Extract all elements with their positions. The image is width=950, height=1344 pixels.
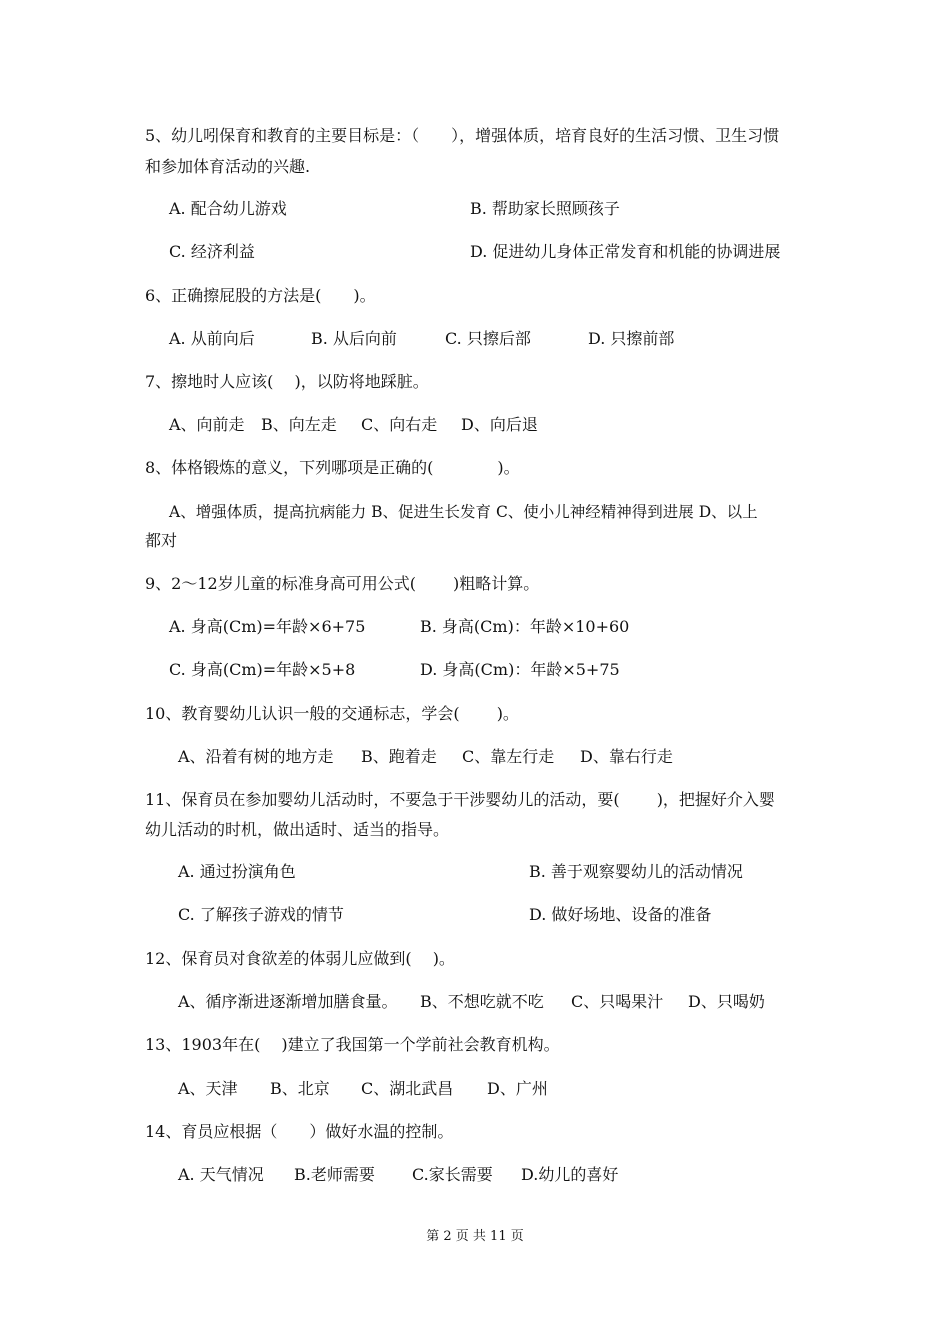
question-11-stem-line-1: 11、保育员在参加婴幼儿活动时，不要急于干涉婴幼儿的活动，要( )，把握好介入婴 xyxy=(145,790,775,809)
question-8-options-line-1: A、增强体质，提高抗病能力 B、促进生长发育 C、使小儿神经精神得到进展 D、以上 xyxy=(169,503,758,521)
question-6-option-a: A. 从前向后 xyxy=(169,329,255,348)
question-7-option-b: B、向左走 xyxy=(261,415,337,434)
question-13-stem: 13、1903年在( )建立了我国第一个学前社会教育机构。 xyxy=(145,1035,560,1054)
question-14-stem: 14、育员应根据（ ）做好水温的控制。 xyxy=(145,1122,454,1141)
question-11-stem-line-2: 幼儿活动的时机，做出适时、适当的指导。 xyxy=(145,820,450,839)
question-6-option-c: C. 只擦后部 xyxy=(445,329,531,348)
question-5-stem-line-1: 5、幼儿吲保育和教育的主要目标是：（ ），增强体质，培育良好的生活习惯、卫生习惯 xyxy=(145,126,780,145)
question-13-option-d: D、广州 xyxy=(487,1079,548,1098)
question-12-option-c: C、只喝果汁 xyxy=(571,992,664,1011)
question-7-option-d: D、向后退 xyxy=(461,415,538,434)
question-8-options-line-2: 都对 xyxy=(145,531,178,550)
question-9-option-a: A. 身高(Cm)=年龄×6+75 xyxy=(169,617,366,636)
question-14-option-d: D.幼儿的喜好 xyxy=(521,1165,619,1184)
question-11-option-b: B. 善于观察婴幼儿的活动情况 xyxy=(529,862,743,881)
question-9-option-d: D. 身高(Cm)：年龄×5+75 xyxy=(420,660,620,679)
question-7-option-c: C、向右走 xyxy=(361,415,438,434)
question-9-option-b: B. 身高(Cm)：年龄×10+60 xyxy=(420,617,630,636)
question-5-option-a: A. 配合幼儿游戏 xyxy=(169,199,287,218)
page-number-footer: 第 2 页 共 11 页 xyxy=(426,1229,524,1244)
question-12-option-d: D、只喝奶 xyxy=(688,992,765,1011)
question-6-stem: 6、正确擦屁股的方法是( )。 xyxy=(145,286,376,305)
question-14-option-a: A. 天气情况 xyxy=(178,1165,264,1184)
question-14-option-b: B.老师需要 xyxy=(294,1165,375,1184)
question-13-option-b: B、北京 xyxy=(270,1079,330,1098)
question-8-stem: 8、体格锻炼的意义，下列哪项是正确的( )。 xyxy=(145,458,520,477)
question-6-option-b: B. 从后向前 xyxy=(311,329,397,348)
question-13-option-c: C、湖北武昌 xyxy=(361,1079,454,1098)
question-12-option-b: B、不想吃就不吃 xyxy=(420,992,544,1011)
question-9-option-c: C. 身高(Cm)=年龄×5+8 xyxy=(169,660,356,679)
question-12-option-a: A、循序渐进逐渐增加膳食量。 xyxy=(178,992,398,1011)
question-11-option-c: C. 了解孩子游戏的情节 xyxy=(178,905,344,924)
question-10-option-a: A、沿着有树的地方走 xyxy=(178,747,334,766)
question-10-option-b: B、跑着走 xyxy=(361,747,437,766)
question-11-option-d: D. 做好场地、设备的准备 xyxy=(529,905,712,924)
question-11-option-a: A. 通过扮演角色 xyxy=(178,862,296,881)
question-10-stem: 10、教育婴幼儿认识一般的交通标志，学会( )。 xyxy=(145,704,519,723)
question-12-stem: 12、保育员对食欲差的体弱儿应做到( )。 xyxy=(145,949,455,968)
question-13-option-a: A、天津 xyxy=(178,1079,238,1098)
question-14-option-c: C.家长需要 xyxy=(412,1165,493,1184)
question-7-option-a: A、向前走 xyxy=(169,415,245,434)
question-6-option-d: D. 只擦前部 xyxy=(588,329,675,348)
question-5-option-b: B. 帮助家长照顾孩子 xyxy=(470,199,620,218)
question-5-stem-line-2: 和参加体育活动的兴趣. xyxy=(145,157,311,176)
question-10-option-c: C、靠左行走 xyxy=(462,747,555,766)
question-10-option-d: D、靠右行走 xyxy=(580,747,673,766)
question-7-stem: 7、擦地时人应该( )，以防将地踩脏。 xyxy=(145,372,429,391)
question-5-option-c: C. 经济利益 xyxy=(169,242,255,261)
question-5-option-d: D. 促进幼儿身体正常发育和机能的协调进展 xyxy=(470,242,781,261)
question-9-stem: 9、2～12岁儿童的标准身高可用公式( )粗略计算。 xyxy=(145,574,540,593)
